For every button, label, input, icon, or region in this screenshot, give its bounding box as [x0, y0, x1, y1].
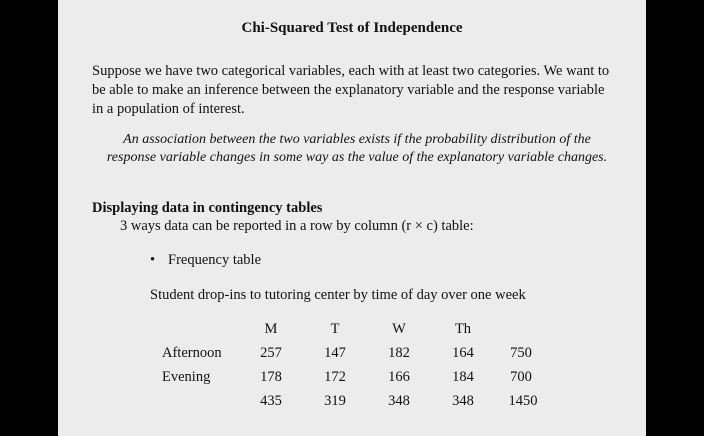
- grand-total: 1450: [508, 393, 538, 409]
- bullet-icon: •: [150, 252, 156, 268]
- column-header: Th: [454, 321, 472, 337]
- intro-line: be able to make an inference between the explanatory variable and the response variable: [92, 82, 605, 98]
- table-cell: 182: [388, 345, 410, 361]
- column-header: T: [330, 321, 340, 337]
- intro-line: Suppose we have two categorical variables, each with at least two categories. We want to: [92, 63, 610, 79]
- column-header: W: [392, 321, 406, 337]
- ways-text: 3 ways data can be reported in a row by column (r × c) table:: [120, 218, 474, 234]
- bullet-label: Frequency table: [168, 252, 262, 268]
- table-cell: 257: [260, 345, 282, 361]
- table-cell: 172: [324, 369, 346, 385]
- column-total: 319: [324, 393, 346, 409]
- slide-title: Chi-Squared Test of Independence: [241, 20, 463, 36]
- table-cell: 184: [452, 369, 474, 385]
- intro-paragraph: [92, 62, 632, 119]
- table-cell: 178: [260, 369, 282, 385]
- quote-line: response variable changes in some way as the value of the explanatory variable changes.: [106, 150, 608, 165]
- row-label: Afternoon: [162, 345, 222, 361]
- table-caption: Student drop-ins to tutoring center by time of day over one week: [150, 287, 526, 303]
- bullet-item: [150, 252, 261, 269]
- quote-line: An association between the two variables exists if the probability distribution of the: [123, 132, 591, 147]
- row-total: 700: [510, 369, 532, 385]
- association-definition: [82, 131, 632, 167]
- column-total: 435: [260, 393, 282, 409]
- table-cell: 166: [388, 369, 410, 385]
- table-cell: 147: [324, 345, 346, 361]
- column-header: M: [264, 321, 278, 337]
- column-total: 348: [452, 393, 474, 409]
- row-total: 750: [510, 345, 532, 361]
- column-total: 348: [388, 393, 410, 409]
- row-label: Evening: [162, 369, 211, 385]
- intro-line: in a population of interest.: [92, 101, 245, 117]
- slide: [58, 0, 646, 436]
- table-cell: 164: [452, 345, 474, 361]
- section-heading: Displaying data in contingency tables: [92, 200, 323, 216]
